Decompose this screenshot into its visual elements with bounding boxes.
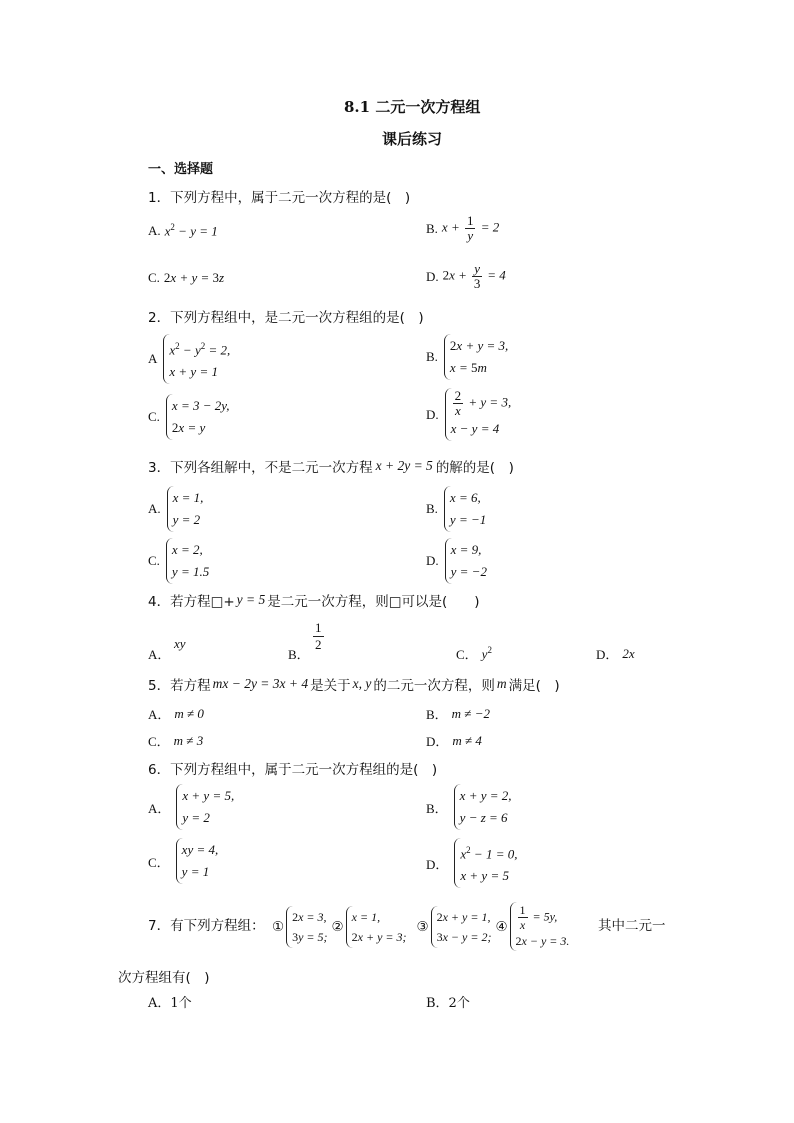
q5-m: m: [496, 676, 507, 691]
q5-stem-c: 的二元一次方程，则: [373, 678, 495, 694]
q5-stem-b: 是关于: [310, 678, 351, 694]
q6-a-system: x + y = 5, y = 2: [176, 784, 234, 830]
q7-n2: ②: [331, 918, 344, 935]
q7-n3: ③: [416, 918, 429, 935]
q3-stem-b: 的解的是( ): [435, 460, 514, 476]
q1-b-label: B.: [426, 220, 438, 236]
q5-a-label: A．: [148, 707, 171, 722]
q6-d-label: D．: [426, 856, 449, 872]
q5-stem-a: 5．若方程: [148, 678, 211, 694]
q3-a-label: A.: [148, 501, 161, 516]
q5-option-d[interactable]: [426, 731, 482, 750]
q3-option-d[interactable]: [426, 538, 487, 584]
q4-d-value: 2x: [622, 645, 635, 661]
q1-option-b[interactable]: [426, 214, 499, 243]
q3-b-system: x = 6, y = −1: [444, 486, 486, 532]
q3-option-b[interactable]: [426, 486, 486, 532]
question-1-stem: 1．下列方程中，属于二元一次方程的是( ): [148, 190, 411, 206]
q7-n1: ①: [272, 918, 285, 935]
q4-stem-b: 是二元一次方程，则□可以是( ): [267, 594, 480, 610]
question-6-stem: 6．下列方程组中，属于二元一次方程组的是( ): [148, 762, 438, 778]
section-heading: 一、选择题: [148, 162, 214, 177]
q7-b-text: B．2个: [426, 996, 470, 1011]
q2-a-label: A: [148, 351, 158, 367]
q1-d-expr: 2x + $\frac{y}{3}$ = 4: [442, 261, 506, 291]
q4-b-fraction: [313, 620, 324, 653]
question-5-stem: [148, 674, 560, 694]
q4-equation: y = 5: [236, 592, 266, 607]
q6-b-label: B．: [426, 800, 448, 816]
q4-c-value: $y^2$: [481, 644, 492, 662]
q6-option-c[interactable]: [148, 838, 218, 884]
q2-option-d[interactable]: [426, 388, 511, 441]
q7-system-1: 2x = 3, 3y = 5;: [286, 906, 327, 948]
question-2-stem: 2．下列方程组中，是二元一次方程组的是( ): [148, 310, 424, 326]
q5-option-c[interactable]: [148, 731, 203, 750]
q6-option-d[interactable]: [426, 838, 517, 888]
page-subtitle: 课后练习: [382, 130, 443, 148]
q4-option-b[interactable]: [288, 644, 314, 663]
q1-a-label: A.: [148, 222, 161, 238]
q5-d-value: m ≠ 4: [452, 732, 482, 748]
q5-stem-d: 满足( ): [508, 678, 560, 694]
q3-option-c[interactable]: [148, 538, 209, 584]
q4-b-numerator: 1: [315, 620, 322, 635]
q5-option-a[interactable]: [148, 704, 204, 723]
q2-c-label: C.: [148, 409, 160, 424]
q1-d-label: D.: [426, 268, 439, 284]
q1-b-expr: x + $\frac{1}{y}$ = 2: [441, 213, 500, 243]
q2-d-label: D.: [426, 406, 439, 422]
page-title: 8.1 二元一次方程组: [344, 98, 481, 116]
q2-b-label: B.: [426, 349, 438, 364]
q5-b-value: m ≠ −2: [451, 705, 490, 721]
question-4-stem: [148, 590, 480, 610]
q4-a-value: xy: [174, 636, 186, 651]
q2-option-c[interactable]: [148, 394, 230, 440]
question-3-stem: [148, 456, 514, 476]
q4-c-var: y: [481, 646, 488, 662]
q7-system-2: x = 1, 2x + y = 3;: [346, 906, 407, 948]
q4-c-label: C．: [456, 647, 478, 662]
q5-a-value: m ≠ 0: [174, 705, 204, 721]
q2-c-system: x = 3 − 2y, 2x = y: [166, 394, 230, 440]
q3-option-a[interactable]: [148, 486, 203, 532]
q2-option-b[interactable]: [426, 334, 508, 380]
q6-c-label: C．: [148, 854, 170, 870]
q2-b-system: 2x + y = 3, x = 5m: [444, 334, 508, 380]
q5-option-b[interactable]: [426, 704, 490, 723]
q5-equation: mx − 2y = 3x + 4: [212, 676, 309, 691]
q4-b-label: B．: [288, 647, 310, 662]
q6-b-system: x + y = 2, y − z = 6: [454, 784, 512, 830]
q7-stem-continued: 次方程组有( ): [118, 970, 210, 986]
q2-option-a[interactable]: [148, 334, 230, 384]
q7-option-b[interactable]: [426, 992, 470, 1011]
q2-d-system: $\frac{2}{x}$ + y = 3, x − y = 4: [445, 388, 512, 441]
q6-a-label: A．: [148, 800, 171, 816]
q5-c-value: m ≠ 3: [173, 732, 204, 748]
q4-a-label: A．: [148, 647, 171, 662]
q1-option-c[interactable]: [148, 270, 224, 286]
q1-option-a[interactable]: [148, 222, 218, 239]
q6-option-b[interactable]: [426, 784, 512, 830]
q3-d-system: x = 9, y = −2: [445, 538, 487, 584]
q5-c-label: C．: [148, 734, 170, 749]
q4-b-denominator: 2: [315, 637, 322, 652]
q3-equation: x + 2y = 5: [375, 458, 433, 473]
q4-stem-a: 4．若方程□+: [148, 594, 235, 610]
q3-c-label: C.: [148, 553, 160, 568]
q7-system-3: 2x + y = 1, 3x − y = 2;: [431, 906, 492, 948]
question-7-stem: 7．有下列方程组：: [148, 918, 265, 934]
q4-option-a[interactable]: [148, 644, 174, 663]
q7-system-4: $\frac{1}{x}$ = 5y, 2x − y = 3.: [510, 902, 570, 951]
q4-option-c[interactable]: [456, 644, 492, 663]
q7-a-text: A．1个: [148, 996, 192, 1011]
q1-a-expr: $x^2 - y = 1$: [164, 222, 218, 239]
q3-c-system: x = 2, y = 1.5: [166, 538, 209, 584]
q7-systems: [272, 902, 569, 951]
q1-option-d[interactable]: [426, 262, 506, 291]
q1-c-label: C.: [148, 270, 160, 285]
q5-d-label: D．: [426, 734, 449, 749]
q4-d-label: D．: [596, 647, 619, 662]
q5-b-label: B．: [426, 707, 448, 722]
q4-option-d[interactable]: [596, 644, 635, 663]
q7-n4: ④: [495, 918, 508, 935]
q3-b-label: B.: [426, 501, 438, 516]
q3-d-label: D.: [426, 553, 439, 568]
q7-option-a[interactable]: [148, 992, 192, 1011]
q6-d-system: $x^2 - 1 = 0$, x + y = 5: [454, 838, 517, 888]
q6-c-system: xy = 4, y = 1: [176, 838, 219, 884]
q3-a-system: x = 1, y = 2: [167, 486, 204, 532]
q5-vars: x, y: [352, 676, 372, 691]
q2-a-system: $x^2 - y^2 = 2$, x + y = 1: [163, 334, 230, 384]
q3-stem-a: 3．下列各组解中，不是二元一次方程: [148, 460, 373, 476]
q7-stem-tail: 其中二元一: [598, 918, 666, 934]
q6-option-a[interactable]: [148, 784, 234, 830]
q1-c-expr: 2x + y = 3z: [163, 270, 225, 285]
